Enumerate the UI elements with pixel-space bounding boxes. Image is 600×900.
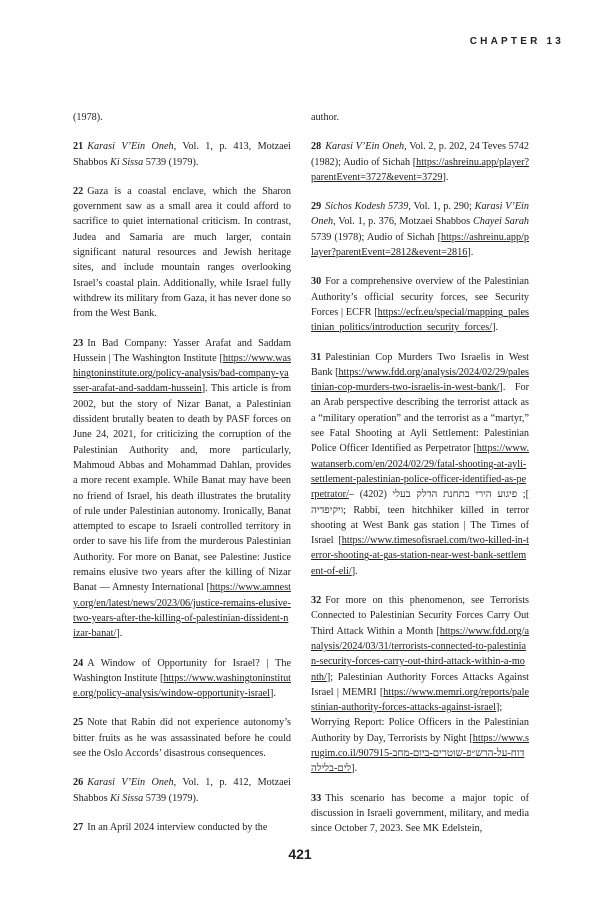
note-text: (1978).: [73, 112, 103, 123]
reference-link[interactable]: https://www.washingtoninstitute.org/policy-analysis/window-opportunity-israel: [73, 672, 291, 700]
endnote-22: [73, 184, 291, 322]
note-text: ].: [116, 628, 123, 640]
note-text: ].: [351, 763, 358, 775]
reference-link[interactable]: https://www.watanserb.com/en/2024/02/29/fatal-shooting-at-ayli-settlement-palestinian-police-officer-identified-as-perpetrator/: [311, 443, 529, 501]
reference-link[interactable]: https://www.srugim.co.il/907915-דוח-על-הרש״פ-שוטרים-ביום-מחבלים-בלילה: [311, 732, 529, 775]
source-title: Karasi V’Ein Oneh: [87, 777, 174, 789]
note-number: 23: [73, 337, 84, 349]
note-text: A Window of Opportunity for Israel? | The Washington Institute [: [73, 657, 291, 684]
note-text: 5739 (1979).: [143, 792, 199, 804]
note-text: Gaza is a coastal enclave, which the Sharon government saw as a small area it could afford to sacrifice to quiet international criticism. In contrast, Judea and Samaria are much larger, contain significant natural resources and Jewish heritage sites, and include mountain ranges overlooking Israel’s coastal plain. Additionally, while Israel fully withdrew its military from Gaza, it has never done so from the West Bank.: [73, 185, 291, 320]
note-text: , Vol. 1, p. 290;: [408, 201, 475, 213]
source-title: Karasi V’Ein Oneh: [87, 141, 174, 153]
reference-link[interactable]: https://www.memri.org/reports/palestinian-authority-forces-attacks-against-israel: [311, 686, 529, 714]
endnote-30: [311, 274, 529, 335]
page-number: 421: [288, 846, 312, 862]
source-title: Chayei Sarah: [472, 216, 530, 228]
endnote-26: [73, 775, 291, 806]
reference-link[interactable]: https://www.washingtoninstitute.org/policy-analysis/bad-company-yasser-arafat-and-saddam-hussein: [73, 352, 291, 395]
reference-link[interactable]: https://www.timesofisrael.com/two-killed-in-terror-shooting-at-gas-station-near-west-bank-settlement-of-eli/: [311, 535, 529, 577]
note-text: Palestinian Cop Murders Two Israelis in West Bank [: [311, 351, 529, 378]
note-text: This scenario has become a major topic of discussion in Israeli government, military, and media since October 7, 2023. See MK Edelstein,: [311, 792, 529, 835]
note-text: ]. For an Arab perspective describing the terrorist attack as a “military operation” and the terrorist as a “martyr,” see Fatal Shooting at Ayli Settlement: Palestinian Police Officer Identified as Perpetrator [: [311, 382, 529, 455]
note-number: 27: [73, 821, 84, 833]
source-title: Karasi V’Ein Oneh: [325, 141, 405, 153]
note-text: ].: [442, 171, 449, 183]
endnote-21: [73, 139, 291, 170]
note-text: In Bad Company: Yasser Arafat and Saddam Hussein | The Washington Institute [: [73, 337, 291, 364]
note-text: ]; Worrying Report: Police Officers in the Palestinian Authority by Day, Terrorists by Night [: [311, 702, 529, 744]
note-number: 28: [311, 141, 322, 153]
reference-link[interactable]: https://ashreinu.app/player?parentEvent=2812&event=2816: [311, 231, 529, 259]
note-number: 25: [73, 717, 84, 729]
endnote-32: [311, 593, 529, 777]
note-text: In an April 2024 interview conducted by the: [87, 821, 268, 833]
note-number: 30: [311, 276, 322, 288]
source-title: Sichos Kodesh 5739: [325, 201, 409, 213]
endnote-25: [73, 715, 291, 761]
left-column: [73, 110, 291, 849]
note-number: 22: [73, 185, 84, 197]
note-text: ]; Palestinian Authority Forces Attacks Against Israel | MEMRI [: [311, 671, 529, 698]
note-text: For more on this phenomenon, see Terrorists Connected to Palestinian Security Forces Carry Out Third Attack Within a Month [: [311, 595, 529, 637]
endnote-31: [311, 350, 529, 579]
reference-link[interactable]: https://www.fdd.org/analysis/2024/03/31/terrorists-connected-to-palestinian-security-forces-carry-out-third-attack-within-a-month/: [311, 625, 529, 683]
note-text: ].: [351, 565, 358, 577]
hebrew-citation: ]; פיגוע הירי בתחנת הדלק בעלי (4202) – ויקיפדיה: [311, 489, 529, 516]
endnote-29: [311, 199, 529, 260]
reference-link[interactable]: https://www.fdd.org/analysis/2024/02/29/palestinian-cop-murders-two-israelis-in-west-bank/: [311, 366, 529, 394]
note-text: , Vol. 1, p. 412, Motzaei Shabbos: [73, 777, 291, 804]
note-text: ].: [270, 688, 276, 700]
note-number: 32: [311, 595, 322, 607]
note-text: 5739 (1978); Audio of Sichah [: [311, 231, 441, 243]
endnote-24: [73, 656, 291, 702]
note-number: 21: [73, 141, 84, 153]
note-text: , Vol. 1, p. 413, Motzaei Shabbos: [73, 141, 291, 168]
note-number: 31: [311, 351, 322, 363]
note-text: author.: [311, 112, 340, 123]
endnote-28: [311, 139, 529, 185]
endnote-33: [311, 791, 529, 837]
note-text: ]. This article is from 2002, but the story of Nizar Banat, a Palestinian dissident brutally beaten to death by PASF forces on June 24, 2021, for criticizing the corruption of the Palestinian Authority and, more particularly, Mahmoud Abbas and Mohammad Dahlan, provides a more recent example. While Banat may have been no friend of Israel, his death illustrates the brutality of rule under Palestinian autonomy. Ironically, Banat attempted to escape to Israeli controlled territory in order to save his life from the murderous Palestinian Authority. For more on Banat, see Palestine: Justice remains elusive two years after the killing of Nizar Banat — Amnesty International [: [73, 383, 291, 594]
source-title: Karasi V’Ein Oneh: [311, 201, 529, 228]
reference-link[interactable]: https://www.amnesty.org/en/latest/news/2023/06/justice-remains-elusive-two-years-after-the-killing-of-palestinian-dissident-nizar-banat/: [73, 582, 291, 640]
note-continuation: [73, 110, 291, 125]
note-text: ; Rabbi, teen hitchhiker killed in terror shooting at West Bank gas station | The Times of Israel [: [311, 504, 529, 547]
note-continuation: [311, 110, 529, 125]
source-title: Ki Sissa: [110, 792, 144, 804]
endnote-23: [73, 336, 291, 642]
reference-link[interactable]: https://ecfr.eu/special/mapping_palestinian_politics/introduction_security_forces/: [311, 306, 529, 334]
note-number: 33: [311, 792, 322, 804]
note-text: 5739 (1979).: [143, 156, 199, 168]
endnote-27: [73, 820, 291, 835]
note-text: Note that Rabin did not experience autonomy’s bitter fruits as he was assassinated before he could see the Oslo Accords’ disastrous consequences.: [73, 717, 291, 759]
note-number: 29: [311, 201, 322, 213]
chapter-header: CHAPTER 13: [469, 36, 564, 47]
note-number: 26: [73, 777, 84, 789]
note-text: , Vol. 1, p. 376, Motzaei Shabbos: [333, 216, 473, 228]
right-column: [311, 110, 529, 850]
note-text: For a comprehensive overview of the Palestinian Authority’s official security forces, see Security Forces | ECFR [: [311, 276, 529, 318]
source-title: Ki Sissa: [110, 156, 144, 168]
note-text: ].: [467, 247, 474, 259]
reference-link[interactable]: https://ashreinu.app/player?parentEvent=3727&event=3729: [311, 156, 529, 183]
note-text: , Vol. 2, p. 202, 24 Teves 5742 (1982); Audio of Sichah [: [311, 141, 529, 168]
note-text: ].: [492, 322, 499, 334]
note-number: 24: [73, 657, 84, 669]
